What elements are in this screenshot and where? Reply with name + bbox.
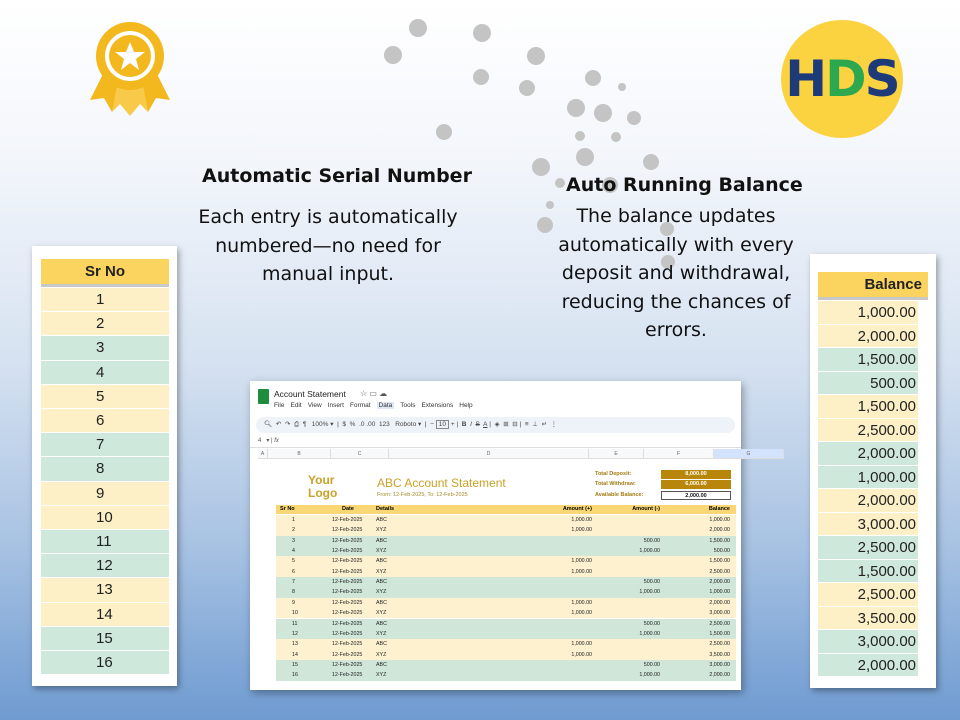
header-date: Date: [342, 506, 354, 512]
cell-sr-no: 8: [292, 589, 295, 596]
font-size-decrease-icon[interactable]: −: [430, 421, 434, 428]
cell-balance: 3,000.00: [709, 610, 730, 617]
menu-item-help[interactable]: Help: [459, 402, 473, 409]
cell-details: XYZ: [376, 589, 387, 596]
cell-details: ABC: [376, 641, 387, 648]
currency-button[interactable]: $: [342, 421, 347, 428]
menu-item-view[interactable]: View: [307, 402, 322, 409]
decimal-buttons[interactable]: .0 .00: [359, 421, 376, 428]
balance-row: 1,500.00: [818, 395, 918, 419]
serial-description: [178, 203, 478, 289]
balance-row: 1,000.00: [818, 301, 918, 325]
header-sr-no: Sr No: [280, 506, 295, 512]
balance-description: [540, 202, 812, 345]
cell-date: 12-Feb-2025: [332, 537, 363, 544]
zoom-select[interactable]: 100%: [311, 421, 329, 428]
cell-balance: 2,000.00: [709, 672, 730, 679]
cell-details: XYZ: [376, 630, 387, 637]
column-header-a[interactable]: A: [258, 449, 268, 459]
your-logo-placeholder: [308, 474, 337, 500]
statement-title: ABC Account Statement: [377, 476, 506, 490]
cell-balance: 2,000.00: [709, 599, 730, 606]
font-select[interactable]: Roboto: [395, 421, 417, 428]
cell-sr-no: 9: [292, 599, 295, 606]
sr-no-row: 6: [41, 409, 169, 433]
cell-balance: 2,500.00: [709, 641, 730, 648]
sr-no-row: 13: [41, 578, 169, 602]
cell-amount-plus: 1,000.00: [571, 610, 592, 617]
table-row: [276, 536, 736, 546]
cell-sr-no: 10: [292, 610, 298, 617]
cell-amount-minus: 1,000.00: [639, 630, 660, 637]
align-icon[interactable]: ≡: [524, 421, 529, 428]
cell-date: 12-Feb-2025: [332, 610, 363, 617]
sr-no-row: 11: [41, 530, 169, 554]
decorative-dot: [576, 148, 594, 166]
balance-row: 2,000.00: [818, 442, 918, 466]
balance-line: errors.: [645, 319, 707, 341]
cell-date: 12-Feb-2025: [332, 599, 363, 606]
total-deposit-label: Total Deposit:: [595, 471, 632, 477]
balance-row: 1,500.00: [818, 348, 918, 372]
valign-icon[interactable]: ⊥: [532, 421, 538, 428]
balance-row: 2,000.00: [818, 654, 918, 678]
sr-no-header: Sr No: [41, 259, 169, 287]
cell-amount-minus: 500.00: [643, 579, 660, 586]
cell-balance: 3,500.00: [709, 651, 730, 658]
cell-details: ABC: [376, 537, 387, 544]
total-withdraw-value: 6,000.00: [661, 480, 731, 489]
cell-sr-no: 1: [292, 517, 295, 523]
balance-row: 500.00: [818, 372, 918, 396]
wrap-icon[interactable]: ↵: [541, 421, 548, 428]
formula-bar: 4 ▾ | fx: [250, 437, 741, 448]
your-logo-line: Logo: [308, 486, 338, 500]
cell-date: 12-Feb-2025: [332, 579, 363, 586]
cell-balance: 1,000.00: [709, 589, 730, 596]
logo-letter-d: D: [825, 50, 865, 108]
menu-item-insert[interactable]: Insert: [327, 402, 344, 409]
paint-format-icon[interactable]: ¶: [302, 421, 307, 428]
cell-sr-no: 4: [292, 548, 295, 555]
hds-logo: [781, 20, 903, 138]
cell-balance: 2,500.00: [709, 620, 730, 627]
cell-amount-plus: 1,000.00: [571, 558, 592, 565]
table-row: [276, 670, 736, 680]
cell-date: 12-Feb-2025: [332, 548, 363, 555]
redo-icon[interactable]: ↷: [284, 421, 291, 428]
sheet-title[interactable]: Account Statement: [274, 389, 346, 399]
cell-amount-minus: 1,000.00: [639, 548, 660, 555]
cell-balance: 2,000.00: [709, 579, 730, 586]
cell-sr-no: 13: [292, 641, 298, 648]
cell-date: 12-Feb-2025: [332, 620, 363, 627]
cell-sr-no: 11: [292, 620, 298, 627]
cell-details: XYZ: [376, 651, 387, 658]
cell-date: 12-Feb-2025: [332, 661, 363, 668]
menu-item-tools[interactable]: Tools: [400, 402, 416, 409]
header-balance: Balance: [708, 506, 730, 512]
balance-line: reducing the chances of: [561, 290, 791, 313]
cell-details: XYZ: [376, 672, 387, 679]
decorative-dot: [436, 124, 452, 140]
decorative-dot: [567, 99, 585, 117]
balance-line: automatically with every: [558, 233, 794, 256]
statement-date-range: From: 12-Feb-2025, To: 12-Feb-2025: [377, 492, 468, 498]
serial-line: Each entry is automatically: [198, 206, 458, 228]
balance-row: 1,500.00: [818, 560, 918, 584]
sr-no-row: 12: [41, 554, 169, 578]
cell-sr-no: 7: [292, 579, 295, 586]
menu-item-file[interactable]: File: [274, 402, 285, 409]
cell-reference[interactable]: 4: [258, 438, 262, 444]
menu-item-edit[interactable]: Edit: [290, 402, 302, 409]
search-icon[interactable]: 🔍︎: [264, 421, 273, 428]
header-details: Details: [376, 506, 395, 512]
available-balance-value: 2,000.00: [661, 491, 731, 500]
decorative-dot: [384, 46, 402, 64]
decorative-dot: [585, 70, 601, 86]
cell-balance: 2,000.00: [709, 527, 730, 534]
cell-details: XYZ: [376, 610, 387, 617]
decorative-dot: [532, 158, 550, 176]
balance-card: [810, 254, 936, 688]
cell-details: XYZ: [376, 527, 387, 534]
balance-row: 3,000.00: [818, 513, 918, 537]
cell-details: ABC: [376, 599, 387, 606]
balance-row: 1,000.00: [818, 466, 918, 490]
table-row: [276, 598, 736, 608]
decorative-dot: [409, 19, 427, 37]
italic-icon[interactable]: I: [470, 421, 472, 428]
percent-button[interactable]: %: [349, 421, 356, 428]
table-row: [276, 660, 736, 670]
fill-color-icon[interactable]: ◈: [494, 421, 500, 428]
column-header-b[interactable]: B: [268, 449, 331, 459]
table-row: [276, 650, 736, 660]
cell-amount-minus: 500.00: [643, 661, 660, 668]
cell-balance: 3,000.00: [709, 661, 730, 668]
cell-details: ABC: [376, 620, 387, 627]
cell-amount-plus: 1,000.00: [571, 599, 592, 606]
balance-row: 3,500.00: [818, 607, 918, 631]
header-amount-plus: Amount (+): [562, 506, 592, 512]
balance-row: 2,500.00: [818, 419, 918, 443]
cell-date: 12-Feb-2025: [332, 641, 363, 648]
more-icon[interactable]: ⋮: [550, 421, 558, 428]
serial-heading: Automatic Serial Number: [202, 165, 472, 187]
sr-no-row: 8: [41, 457, 169, 481]
bold-icon[interactable]: B: [461, 421, 467, 428]
menu-bar: [274, 402, 479, 409]
menu-item-format[interactable]: Format: [349, 402, 371, 409]
logo-letter-s: S: [864, 50, 899, 108]
decorative-dot: [594, 104, 612, 122]
cell-balance: 500.00: [713, 548, 730, 555]
table-row: [276, 556, 736, 566]
column-header-d[interactable]: D: [389, 449, 589, 459]
decorative-dot: [527, 47, 545, 65]
sr-no-row: 4: [41, 361, 169, 385]
balance-line: The balance updates: [576, 205, 776, 227]
statement-table-header: [276, 505, 736, 514]
sr-no-card: [32, 246, 177, 686]
sr-no-row: 10: [41, 506, 169, 530]
decorative-dot: [473, 69, 489, 85]
spreadsheet-screenshot: [250, 381, 751, 690]
column-header-g[interactable]: G: [714, 449, 784, 459]
table-row: [276, 587, 736, 597]
undo-icon[interactable]: ↶: [275, 421, 282, 428]
logo-letter-h: H: [785, 50, 826, 108]
sr-no-row: 5: [41, 385, 169, 409]
balance-row: 3,000.00: [818, 630, 918, 654]
decorative-dot: [627, 111, 641, 125]
cell-date: 12-Feb-2025: [332, 568, 363, 575]
font-size-input[interactable]: 10: [436, 420, 449, 429]
merge-icon[interactable]: ⊟: [512, 421, 518, 428]
your-logo-line: Your: [308, 473, 335, 487]
table-row: [276, 515, 736, 525]
cell-sr-no: 3: [292, 537, 295, 544]
sheets-app-icon: [258, 389, 269, 404]
cell-details: ABC: [376, 517, 387, 523]
balance-heading: Auto Running Balance: [566, 174, 803, 196]
cell-amount-plus: 1,000.00: [571, 527, 592, 534]
cell-sr-no: 5: [292, 558, 295, 565]
cell-details: ABC: [376, 579, 387, 586]
cell-balance: 1,500.00: [709, 558, 730, 565]
cell-date: 12-Feb-2025: [332, 517, 363, 523]
decorative-dot: [575, 131, 585, 141]
cell-date: 12-Feb-2025: [332, 651, 363, 658]
cell-details: XYZ: [376, 568, 387, 575]
table-row: [276, 629, 736, 639]
cell-balance: 2,500.00: [709, 568, 730, 575]
cell-balance: 1,500.00: [709, 630, 730, 637]
menu-item-data[interactable]: Data: [378, 402, 393, 409]
balance-row: 2,000.00: [818, 489, 918, 513]
sr-no-row: 9: [41, 482, 169, 506]
table-row: [276, 546, 736, 556]
award-ribbon-icon: [90, 20, 170, 116]
cell-amount-minus: 500.00: [643, 537, 660, 544]
balance-row: 2,000.00: [818, 325, 918, 349]
serial-line: numbered—no need for: [215, 234, 441, 257]
cell-sr-no: 15: [292, 661, 298, 668]
cell-amount-minus: 1,000.00: [639, 672, 660, 679]
toolbar: 🔍︎ ↶ ↷ ⎙ ¶ 100% ▾ | $ % .0 .00 123 Roboto ▾ | − 10 + | B I S A | ◈ ⊞ ⊟ | ≡ ⊥ ↵ ⋮: [256, 417, 735, 433]
table-row: [276, 619, 736, 629]
column-header-c[interactable]: C: [331, 449, 389, 459]
balance-row: 2,500.00: [818, 583, 918, 607]
cell-date: 12-Feb-2025: [332, 527, 363, 534]
cell-amount-plus: 1,000.00: [571, 568, 592, 575]
balance-line: deposit and withdrawal,: [561, 262, 791, 284]
column-header-f[interactable]: F: [644, 449, 714, 459]
header-amount-minus: Amount (-): [632, 506, 660, 512]
cell-details: XYZ: [376, 548, 387, 555]
cell-sr-no: 14: [292, 651, 298, 658]
cell-date: 12-Feb-2025: [332, 630, 363, 637]
sr-no-row: 7: [41, 433, 169, 457]
decorative-dot: [473, 24, 491, 42]
font-size-increase-icon[interactable]: +: [450, 421, 455, 428]
total-deposit-value: 8,000.00: [661, 470, 731, 479]
cell-balance: 1,500.00: [709, 537, 730, 544]
cell-details: ABC: [376, 661, 387, 668]
sr-no-row: 16: [41, 651, 169, 675]
table-row: [276, 608, 736, 618]
sr-no-row: 1: [41, 288, 169, 312]
decorative-dot: [618, 83, 626, 91]
table-row: [276, 525, 736, 535]
balance-row: 2,500.00: [818, 536, 918, 560]
total-withdraw-label: Total Withdraw:: [595, 481, 636, 487]
star-folder-cloud-icon[interactable]: ☆ ▭ ☁: [360, 389, 388, 398]
strikethrough-icon[interactable]: S: [475, 421, 480, 428]
cell-date: 12-Feb-2025: [332, 589, 363, 596]
cell-date: 12-Feb-2025: [332, 672, 363, 679]
cell-amount-plus: 1,000.00: [571, 517, 592, 523]
balance-header: Balance: [818, 272, 928, 300]
table-row: [276, 639, 736, 649]
decorative-dot: [555, 178, 565, 188]
sr-no-row: 2: [41, 312, 169, 336]
table-row: [276, 567, 736, 577]
cell-details: ABC: [376, 558, 387, 565]
text-color-icon[interactable]: A: [483, 421, 488, 428]
sr-no-row: 14: [41, 603, 169, 627]
cell-amount-plus: 1,000.00: [571, 641, 592, 648]
cell-balance: 1,000.00: [709, 517, 730, 523]
cell-date: 12-Feb-2025: [332, 558, 363, 565]
table-row: [276, 577, 736, 587]
serial-line: manual input.: [261, 263, 395, 285]
menu-item-extensions[interactable]: Extensions: [421, 402, 454, 409]
cell-sr-no: 12: [292, 630, 298, 637]
cell-sr-no: 2: [292, 527, 295, 534]
print-icon[interactable]: ⎙: [294, 421, 300, 428]
cell-sr-no: 16: [292, 672, 298, 679]
sr-no-row: 3: [41, 336, 169, 360]
decorative-dot: [611, 132, 621, 142]
cell-amount-minus: 1,000.00: [639, 589, 660, 596]
cell-amount-minus: 500.00: [643, 620, 660, 627]
decorative-dot: [519, 80, 535, 96]
cell-amount-plus: 1,000.00: [571, 651, 592, 658]
borders-icon[interactable]: ⊞: [503, 421, 509, 428]
decorative-dot: [643, 154, 659, 170]
column-header-e[interactable]: E: [589, 449, 644, 459]
fx-icon: fx: [274, 438, 279, 444]
cell-sr-no: 6: [292, 568, 295, 575]
available-balance-label: Available Balance:: [595, 492, 644, 498]
number-format-button[interactable]: 123: [378, 421, 390, 428]
sr-no-row: 15: [41, 627, 169, 651]
